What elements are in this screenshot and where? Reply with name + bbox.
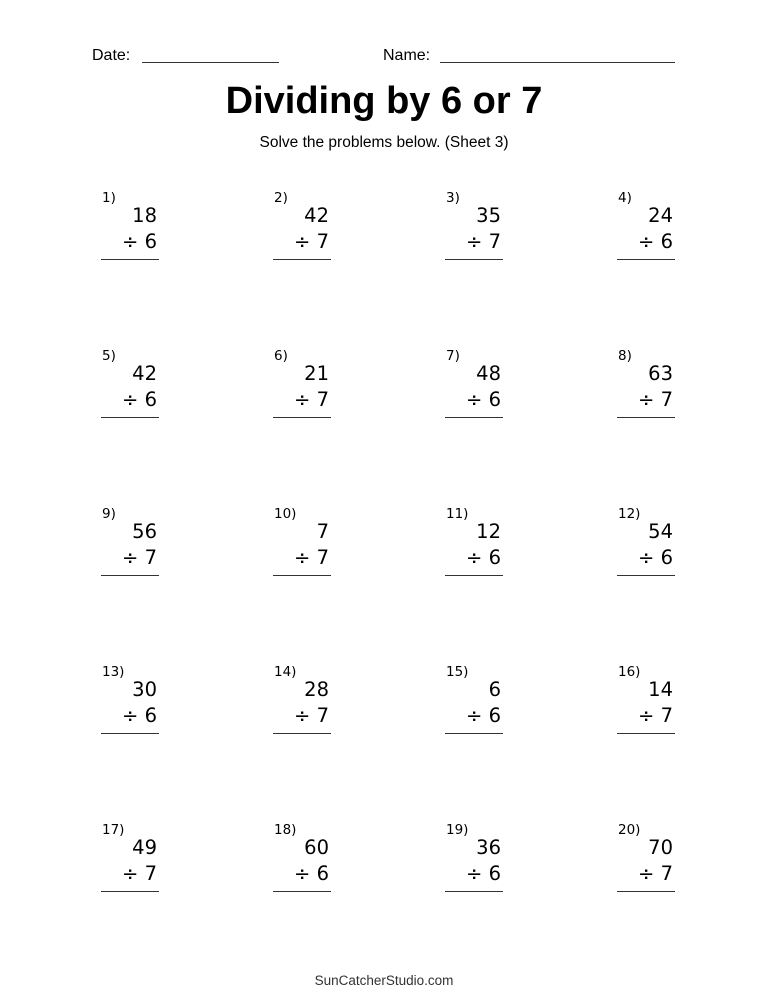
dividend: 42 xyxy=(304,204,329,227)
problem-number: 8) xyxy=(618,348,632,364)
dividend: 24 xyxy=(648,204,673,227)
answer-line[interactable] xyxy=(101,891,159,892)
problem-number: 16) xyxy=(618,664,641,680)
answer-line[interactable] xyxy=(445,733,503,734)
divisor: ÷ 7 xyxy=(466,230,501,253)
problem-2 xyxy=(273,190,331,270)
problem-14 xyxy=(273,664,331,744)
problem-number: 1) xyxy=(102,190,116,206)
dividend: 35 xyxy=(476,204,501,227)
problem-17 xyxy=(101,822,159,902)
answer-line[interactable] xyxy=(445,891,503,892)
problem-number: 15) xyxy=(446,664,469,680)
divisor: ÷ 7 xyxy=(638,862,673,885)
dividend: 63 xyxy=(648,362,673,385)
problem-4 xyxy=(617,190,675,270)
answer-line[interactable] xyxy=(617,417,675,418)
problem-number: 19) xyxy=(446,822,469,838)
answer-line[interactable] xyxy=(273,575,331,576)
answer-line[interactable] xyxy=(445,259,503,260)
problem-number: 3) xyxy=(446,190,460,206)
problem-number: 12) xyxy=(618,506,641,522)
answer-line[interactable] xyxy=(273,259,331,260)
answer-line[interactable] xyxy=(101,417,159,418)
answer-line[interactable] xyxy=(101,259,159,260)
divisor: ÷ 7 xyxy=(294,704,329,727)
name-field[interactable] xyxy=(440,62,675,63)
divisor: ÷ 6 xyxy=(122,230,157,253)
divisor: ÷ 7 xyxy=(122,862,157,885)
dividend: 30 xyxy=(132,678,157,701)
problem-number: 4) xyxy=(618,190,632,206)
dividend: 6 xyxy=(488,678,501,701)
footer-credit: SunCatcherStudio.com xyxy=(314,973,454,988)
divisor: ÷ 7 xyxy=(638,388,673,411)
dividend: 42 xyxy=(132,362,157,385)
problem-number: 20) xyxy=(618,822,641,838)
problem-10 xyxy=(273,506,331,586)
problem-19 xyxy=(445,822,503,902)
divisor: ÷ 6 xyxy=(638,546,673,569)
answer-line[interactable] xyxy=(617,891,675,892)
divisor: ÷ 7 xyxy=(294,388,329,411)
problem-number: 7) xyxy=(446,348,460,364)
problem-number: 11) xyxy=(446,506,469,522)
problem-13 xyxy=(101,664,159,744)
page-title: Dividing by 6 or 7 xyxy=(225,80,543,122)
problem-number: 6) xyxy=(274,348,288,364)
problem-5 xyxy=(101,348,159,428)
dividend: 28 xyxy=(304,678,329,701)
dividend: 70 xyxy=(648,836,673,859)
divisor: ÷ 7 xyxy=(122,546,157,569)
divisor: ÷ 6 xyxy=(466,704,501,727)
dividend: 49 xyxy=(132,836,157,859)
problem-6 xyxy=(273,348,331,428)
problem-9 xyxy=(101,506,159,586)
dividend: 21 xyxy=(304,362,329,385)
answer-line[interactable] xyxy=(617,733,675,734)
answer-line[interactable] xyxy=(273,891,331,892)
name-label: Name: xyxy=(383,47,431,64)
divisor: ÷ 6 xyxy=(466,388,501,411)
divisor: ÷ 6 xyxy=(466,546,501,569)
problem-3 xyxy=(445,190,503,270)
divisor: ÷ 7 xyxy=(294,546,329,569)
dividend: 60 xyxy=(304,836,329,859)
answer-line[interactable] xyxy=(101,733,159,734)
problem-16 xyxy=(617,664,675,744)
dividend: 56 xyxy=(132,520,157,543)
divisor: ÷ 6 xyxy=(638,230,673,253)
dividend: 54 xyxy=(648,520,673,543)
problem-12 xyxy=(617,506,675,586)
problem-number: 14) xyxy=(274,664,297,680)
divisor: ÷ 6 xyxy=(122,704,157,727)
divisor: ÷ 7 xyxy=(294,230,329,253)
answer-line[interactable] xyxy=(617,259,675,260)
dividend: 18 xyxy=(132,204,157,227)
answer-line[interactable] xyxy=(273,417,331,418)
date-field[interactable] xyxy=(142,62,279,63)
problem-number: 5) xyxy=(102,348,116,364)
answer-line[interactable] xyxy=(445,417,503,418)
divisor: ÷ 6 xyxy=(466,862,501,885)
date-label: Date: xyxy=(92,47,131,64)
problem-7 xyxy=(445,348,503,428)
dividend: 7 xyxy=(316,520,329,543)
problem-20 xyxy=(617,822,675,902)
instructions: Solve the problems below. (Sheet 3) xyxy=(259,134,509,151)
problem-number: 13) xyxy=(102,664,125,680)
divisor: ÷ 6 xyxy=(294,862,329,885)
divisor: ÷ 7 xyxy=(638,704,673,727)
answer-line[interactable] xyxy=(273,733,331,734)
problem-number: 17) xyxy=(102,822,125,838)
problem-18 xyxy=(273,822,331,902)
problem-1 xyxy=(101,190,159,270)
dividend: 48 xyxy=(476,362,501,385)
problem-8 xyxy=(617,348,675,428)
dividend: 14 xyxy=(648,678,673,701)
problem-15 xyxy=(445,664,503,744)
answer-line[interactable] xyxy=(445,575,503,576)
problem-number: 9) xyxy=(102,506,116,522)
divisor: ÷ 6 xyxy=(122,388,157,411)
answer-line[interactable] xyxy=(101,575,159,576)
answer-line[interactable] xyxy=(617,575,675,576)
problem-11 xyxy=(445,506,503,586)
dividend: 36 xyxy=(476,836,501,859)
problem-number: 2) xyxy=(274,190,288,206)
problem-number: 18) xyxy=(274,822,297,838)
problem-number: 10) xyxy=(274,506,297,522)
dividend: 12 xyxy=(476,520,501,543)
